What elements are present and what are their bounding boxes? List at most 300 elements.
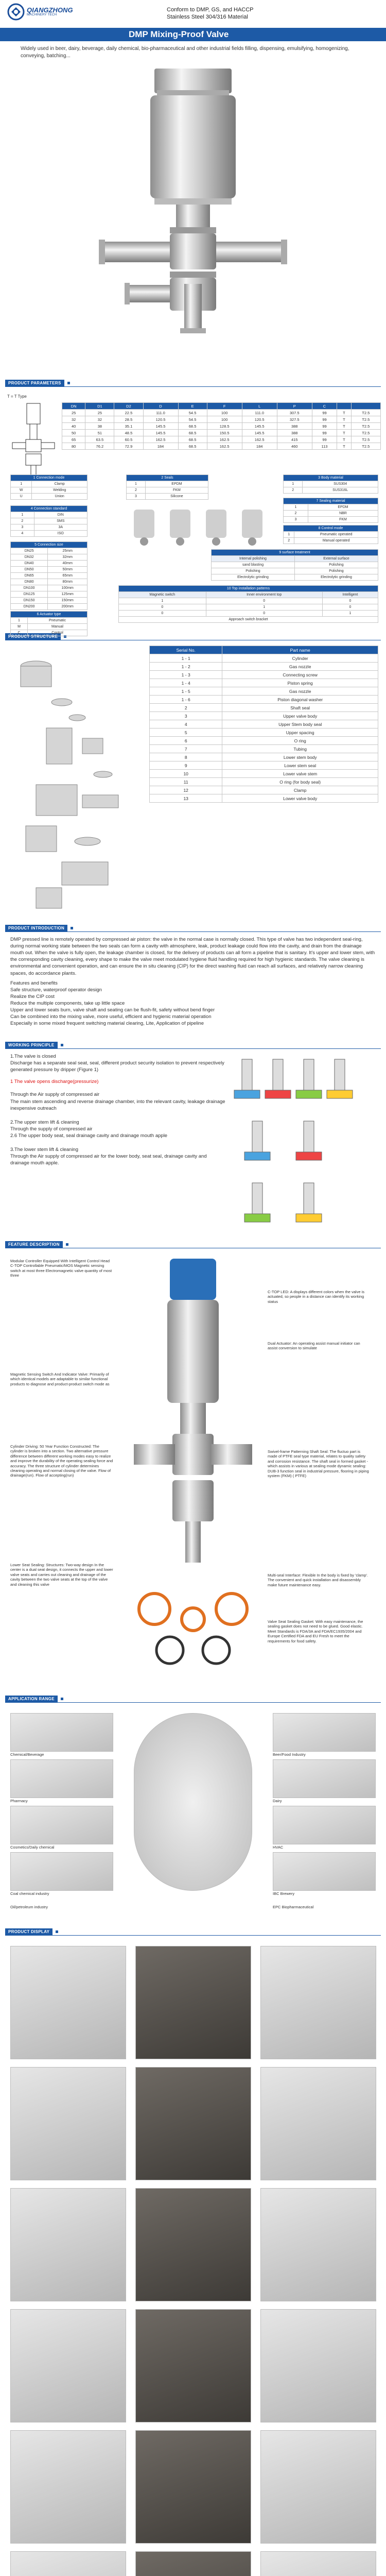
table-row bbox=[212, 568, 378, 574]
parts-cell: 6 bbox=[150, 737, 222, 745]
option-cell: Manual operated bbox=[294, 538, 378, 544]
table-row bbox=[284, 504, 378, 511]
option-cell: Control bbox=[28, 630, 87, 636]
header-line: Conform to DMP, GS, and HACCP bbox=[167, 7, 254, 13]
table-row bbox=[150, 770, 378, 778]
option-cell: 1 bbox=[119, 598, 206, 604]
table-row bbox=[11, 604, 87, 610]
dim-header: P bbox=[277, 403, 312, 410]
p3: Through the supply of compressed air bbox=[10, 1126, 93, 1132]
logo-icon bbox=[7, 3, 25, 21]
parts-cell: 3 bbox=[150, 712, 222, 720]
surf-title: 9 surface treatment bbox=[212, 550, 378, 556]
application-block bbox=[0, 1703, 386, 1924]
application-photo bbox=[10, 1852, 113, 1891]
product-photo bbox=[10, 2067, 126, 2180]
table-row bbox=[62, 443, 381, 450]
application-photo bbox=[10, 1713, 113, 1752]
table-row bbox=[11, 624, 87, 630]
option-cell: Polishing bbox=[212, 568, 295, 574]
dim-cell: 162.5 bbox=[207, 436, 242, 443]
table-row bbox=[11, 518, 87, 524]
feature-7: Lower Seat Sealing: Structures: Two-way design In the center is a dual seat design, it connects the upper and lower valve seats and carries out cleaning and drainage of the cavity between the two valve seats at the top of the valve and cleaning this valve bbox=[10, 1563, 113, 1587]
dim-cell: T bbox=[337, 423, 351, 430]
product-photo bbox=[135, 2188, 251, 2301]
option-cell: U bbox=[11, 494, 32, 500]
dim-cell: 145.5 bbox=[143, 423, 178, 430]
option-cell: 3A bbox=[34, 524, 87, 531]
parts-cell: Piston diagonal washer bbox=[222, 696, 378, 704]
dim-cell: 388 bbox=[277, 423, 312, 430]
parts-cell: 10 bbox=[150, 770, 222, 778]
parts-cell: 5 bbox=[150, 728, 222, 737]
dim-cell: T bbox=[337, 410, 351, 416]
parts-cell: Piston spring bbox=[222, 679, 378, 687]
feature-6: Swivel-frame Patterning Shaft Seal: The fluctuo part is made of PTFE seal type material, relates to quality safety and corrosion resistance. The shaft seal in formed gasket - which assists in various at sealing mode dynamic sealing: DUB-3 function seal in industrial pressure, flooring in piping system (FKM) ( PTFE) bbox=[268, 1449, 369, 1478]
p1-title: 1.The valve is closed bbox=[10, 1054, 56, 1059]
surf-table bbox=[211, 549, 378, 581]
option-cell: DIN bbox=[34, 512, 87, 518]
table-row bbox=[11, 481, 87, 487]
dim-cell: 184 bbox=[242, 443, 277, 450]
option-cell: DN125 bbox=[11, 591, 48, 598]
dim-cell: 100 bbox=[207, 416, 242, 423]
parts-cell: Lower valve body bbox=[222, 794, 378, 803]
option-cell: DN50 bbox=[11, 567, 48, 573]
option-cell: FKM bbox=[145, 487, 208, 494]
option-cell: Pneumatic bbox=[28, 618, 87, 624]
application-heading bbox=[5, 1691, 381, 1703]
option-cell: 0 bbox=[119, 604, 206, 611]
dim-header: DN bbox=[62, 403, 85, 410]
table-row bbox=[150, 745, 378, 753]
dim-header: L bbox=[242, 403, 277, 410]
dim-cell: 32 bbox=[85, 416, 114, 423]
dim-header: D2 bbox=[114, 403, 143, 410]
display-block bbox=[0, 1936, 386, 2576]
dim-cell: 76.2 bbox=[85, 443, 114, 450]
option-cell: FKM bbox=[308, 517, 378, 523]
dim-cell: 32 bbox=[62, 416, 85, 423]
table-row bbox=[119, 598, 378, 604]
table-row bbox=[11, 585, 87, 591]
dim-header: C bbox=[312, 403, 337, 410]
dim-header: D bbox=[143, 403, 178, 410]
dim-cell: 40 bbox=[62, 423, 85, 430]
table-row bbox=[150, 663, 378, 671]
dim-cell: 54.5 bbox=[178, 416, 207, 423]
option-cell: SMS bbox=[34, 518, 87, 524]
header-line: Stainless Steel 304/316 Material bbox=[167, 14, 248, 21]
option-cell: DN200 bbox=[11, 604, 48, 610]
option-cell: 2 bbox=[284, 511, 308, 517]
table-row bbox=[284, 511, 378, 517]
feature-item: Realize the CIP cost bbox=[10, 993, 55, 999]
app-label: HVAC bbox=[273, 1845, 284, 1850]
dim-cell: 68.5 bbox=[178, 436, 207, 443]
dim-cell: 327.5 bbox=[277, 416, 312, 423]
p1: Discharge has a separate seal seat, seal, different product security isolation to prevent respectively generated pressure by dripper (Figure 1) bbox=[10, 1060, 224, 1073]
switch-table bbox=[118, 585, 378, 623]
feature-5: Cylinder Driving: 50 Year Function Constructed: The cylinder is broken into a section. Two alternative pressure difference between different working modes easy to realize and improve the durability of the operating sealing force and accuracy. The three structure of cylinder determines cleaning operating and normal closing of the valve. Flow of drainage(run). Flow of accepting(run) bbox=[10, 1444, 113, 1478]
dim-cell: 128.5 bbox=[207, 423, 242, 430]
dim-cell: 48.5 bbox=[114, 430, 143, 436]
principle-heading bbox=[5, 1038, 381, 1049]
dim-cell: 120.5 bbox=[242, 416, 277, 423]
dim-header: D1 bbox=[85, 403, 114, 410]
table-row bbox=[150, 753, 378, 761]
option-cell: 40mm bbox=[48, 561, 87, 567]
dim-cell: 460 bbox=[277, 443, 312, 450]
parts-cell: Connecting screw bbox=[222, 671, 378, 679]
table-row bbox=[11, 579, 87, 585]
page-title: DMP Mixing-Proof Valve bbox=[0, 28, 386, 41]
option-cell: 200mm bbox=[48, 604, 87, 610]
feature-9: Valve Seat Sealing Gasket: With easy maintenance, the sealing gasket does not need to be glued. Good elastic. Meet Standards is FDA/3A and FDA/EC1935/2004 and Europe Certified FDA and EU Fresh to meet the requirements for food safety. bbox=[268, 1619, 363, 1643]
product-photo bbox=[260, 2430, 376, 2544]
table-row bbox=[11, 630, 87, 636]
feature-2: C-TOP LED: A displays different colors when the valve is actuated, so people in a distance can identify its working status bbox=[268, 1290, 365, 1304]
parts-cell: O ring bbox=[222, 737, 378, 745]
application-photo bbox=[273, 1713, 376, 1752]
dim-cell: 100 bbox=[207, 410, 242, 416]
dim-cell: T2.5 bbox=[351, 423, 380, 430]
application-center-photo bbox=[134, 1713, 252, 1891]
option-cell: 3 bbox=[127, 494, 146, 500]
size-table bbox=[10, 541, 87, 610]
surf-header: External surface bbox=[295, 556, 378, 562]
dim-cell: T bbox=[337, 443, 351, 450]
parts-cell: 1 - 5 bbox=[150, 687, 222, 696]
dim-cell: 111.0 bbox=[143, 410, 178, 416]
parts-cell: 1 - 6 bbox=[150, 696, 222, 704]
head-title: 6 Actuator type bbox=[11, 612, 87, 618]
option-cell: Welding bbox=[32, 487, 87, 494]
dim-cell: T bbox=[337, 436, 351, 443]
parts-table bbox=[149, 646, 378, 803]
dim-cell: 99 bbox=[312, 423, 337, 430]
std-table bbox=[10, 505, 87, 537]
app-label: EPC Biopharmaceutical bbox=[273, 1905, 314, 1909]
principle-heading-label: WORKING PRINCIPLE bbox=[5, 1042, 58, 1048]
parts-cell: Tubing bbox=[222, 745, 378, 753]
table-row bbox=[150, 720, 378, 728]
table-row bbox=[11, 618, 87, 624]
intro-text: Widely used in beer, dairy, beverage, daily chemical, bio-pharmaceutical and other industrial fields filling, dispensing, emulsifying, homogenizing, conveying, batching... bbox=[21, 46, 349, 59]
table-row bbox=[150, 687, 378, 696]
product-photo bbox=[260, 2551, 376, 2576]
hero-image bbox=[0, 63, 386, 352]
mat-title: 3 Body material bbox=[284, 475, 378, 481]
table-row bbox=[11, 487, 87, 494]
table-row bbox=[212, 574, 378, 581]
feature-item: Safe structure, waterproof operator design bbox=[10, 987, 102, 993]
table-row bbox=[127, 487, 208, 494]
option-cell: DN32 bbox=[11, 554, 48, 561]
dim-cell: 162.5 bbox=[242, 436, 277, 443]
app-label: Beer/Food Industry bbox=[273, 1752, 306, 1757]
feature-8: Multi-seal Interface: Flexible In the body is fixed by 'clamp'. The convenient and quick installation and disassembly make future maintenance easy. bbox=[268, 1573, 369, 1587]
dim-cell: T bbox=[337, 430, 351, 436]
params-heading-label: PRODUCT PARAMETERS bbox=[5, 380, 64, 386]
product-photo bbox=[260, 1946, 376, 2059]
parts-cell: 1 - 1 bbox=[150, 654, 222, 663]
product-photo bbox=[135, 2067, 251, 2180]
option-cell: C bbox=[11, 630, 28, 636]
table-row bbox=[11, 567, 87, 573]
option-cell: 0 bbox=[119, 611, 206, 617]
ctrl-table bbox=[283, 498, 378, 523]
dim-cell: 145.5 bbox=[242, 423, 277, 430]
header-lines bbox=[167, 3, 254, 21]
option-cell: 50mm bbox=[48, 567, 87, 573]
logo bbox=[7, 3, 84, 21]
product-photo bbox=[10, 2188, 126, 2301]
intro-heading-label: PRODUCT INTRODUCTION bbox=[5, 925, 67, 931]
p2b: The main stem ascending and reverse drainage chamber, into the relevant cavity, leakage drainage inexpensive outreach bbox=[10, 1098, 225, 1111]
intro-heading bbox=[5, 921, 381, 932]
app-label: Pharmacy bbox=[10, 1799, 28, 1803]
option-cell: DN150 bbox=[11, 598, 48, 604]
table-row bbox=[150, 704, 378, 712]
principle-block bbox=[0, 1049, 386, 1237]
parts-cell: Gas nozzle bbox=[222, 663, 378, 671]
p3b: 2.6 The upper body seat, seal drainage cavity and drainage mouth apple bbox=[10, 1132, 168, 1139]
table-row bbox=[150, 786, 378, 794]
table-row bbox=[150, 794, 378, 803]
exploded-view-illustration bbox=[5, 646, 134, 913]
table-row bbox=[11, 524, 87, 531]
p2: Through the Air supply of compressed air bbox=[10, 1092, 100, 1098]
table-row bbox=[127, 481, 208, 487]
product-photo bbox=[135, 1946, 251, 2059]
application-heading-label: APPLICATION RANGE bbox=[5, 1696, 58, 1702]
app-label: Cosmetics/Daily chemical bbox=[10, 1845, 55, 1850]
option-cell: 1 bbox=[11, 618, 28, 624]
option-cell: 1 bbox=[322, 611, 378, 617]
table-row bbox=[150, 737, 378, 745]
type-label: T = T Type bbox=[7, 394, 27, 399]
table-row bbox=[11, 598, 87, 604]
table-row bbox=[119, 604, 378, 611]
dim-cell: T2.5 bbox=[351, 436, 380, 443]
surf-header: Internal polishing bbox=[212, 556, 295, 562]
product-photo bbox=[260, 2188, 376, 2301]
dim-cell: 145.5 bbox=[143, 430, 178, 436]
app-label: Chemical/Beverage bbox=[10, 1752, 44, 1757]
switch-title: 10 Top installation patterns bbox=[119, 586, 378, 592]
parts-cell: Upper spacing bbox=[222, 728, 378, 737]
table-row bbox=[284, 481, 378, 487]
parts-cell: 12 bbox=[150, 786, 222, 794]
table-row bbox=[11, 512, 87, 518]
parts-cell: Shaft seal bbox=[222, 704, 378, 712]
conn-table bbox=[10, 474, 87, 500]
application-photo bbox=[10, 1759, 113, 1798]
parts-cell: Gas nozzle bbox=[222, 687, 378, 696]
dim-cell: 99 bbox=[312, 430, 337, 436]
dim-cell: 150.5 bbox=[207, 430, 242, 436]
dimension-table bbox=[62, 402, 381, 450]
feature-3: Dual Actuator: An operating assist manual initiator can assist conversion to simulate bbox=[268, 1341, 360, 1351]
dim-cell: 184 bbox=[143, 443, 178, 450]
feature-block bbox=[0, 1248, 386, 1691]
parts-cell: Lower stem seal bbox=[222, 761, 378, 770]
ctrl-title: 7 Sealing material bbox=[284, 498, 378, 504]
option-cell: 3 bbox=[284, 517, 308, 523]
dim-cell: 68.5 bbox=[178, 443, 207, 450]
valve-drawing bbox=[10, 402, 57, 480]
parts-header: Serial No. bbox=[150, 646, 222, 654]
valve-hero-illustration bbox=[0, 63, 386, 352]
table-row bbox=[284, 487, 378, 494]
seal-table bbox=[126, 474, 208, 500]
product-photo bbox=[10, 2551, 126, 2576]
parts-cell: Clamp bbox=[222, 786, 378, 794]
feature-1: Modular Controller Equipped With Intelligent Control Head C-TOP Controllable Pneumatic/MOS Magnetic sensing switch at most three Electromagnetic valve quantity of most three bbox=[10, 1259, 112, 1278]
dim-header bbox=[337, 403, 351, 410]
option-cell: 1 bbox=[284, 532, 294, 538]
dim-cell: 51 bbox=[85, 430, 114, 436]
option-cell: Polishing bbox=[295, 568, 378, 574]
seal-title: 2 Seals bbox=[127, 475, 208, 481]
table-row bbox=[150, 728, 378, 737]
header bbox=[0, 0, 386, 28]
dim-cell: 25 bbox=[62, 410, 85, 416]
feature-valve-illustration bbox=[124, 1259, 262, 1681]
option-cell: EPDM bbox=[308, 504, 378, 511]
p3-title: 2.The upper stem lift & cleaning bbox=[10, 1119, 79, 1125]
option-cell: 3 bbox=[11, 524, 34, 531]
application-photo bbox=[273, 1759, 376, 1798]
params-block bbox=[0, 387, 386, 635]
option-cell: Union bbox=[32, 494, 87, 500]
feature-4: Magnetic Sensing Switch And Indicator Valve: Primarily of which identical models are adaptable to similar functional products to diagnose and product-product switch mode as bbox=[10, 1372, 110, 1386]
table-row bbox=[11, 548, 87, 554]
option-cell: 1 bbox=[11, 512, 34, 518]
parts-cell: Cylinder bbox=[222, 654, 378, 663]
option-cell: 1 bbox=[127, 481, 146, 487]
option-cell: Clamp bbox=[32, 481, 87, 487]
table-row bbox=[62, 410, 381, 416]
parts-cell: 1 - 3 bbox=[150, 671, 222, 679]
act-title: 8 Control mode bbox=[284, 526, 378, 532]
option-cell: NBR bbox=[308, 511, 378, 517]
actuator-heads-illustration bbox=[129, 505, 278, 547]
feature-item: Upper and lower seats burn, valve shaft and seating can be flush-fit, safety without bend finger bbox=[10, 1007, 215, 1013]
head-table bbox=[10, 611, 87, 636]
option-cell: DN65 bbox=[11, 573, 48, 579]
app-label: Oil/petroleum industry bbox=[10, 1905, 48, 1909]
switch-header: Inner environment top bbox=[206, 592, 322, 598]
dim-cell: 25 bbox=[85, 410, 114, 416]
option-cell: Polishing bbox=[295, 562, 378, 568]
table-row bbox=[150, 679, 378, 687]
parts-cell: Lower stem body bbox=[222, 753, 378, 761]
switch-note2: Intelligent bbox=[322, 592, 378, 598]
table-row bbox=[119, 611, 378, 617]
logo-subname: MACHINERY TECH bbox=[27, 13, 57, 17]
logo-name: QIANGZHONG bbox=[27, 6, 73, 14]
dim-cell: 162.5 bbox=[143, 436, 178, 443]
parts-cell: 2 bbox=[150, 704, 222, 712]
dim-header bbox=[351, 403, 380, 410]
product-photo bbox=[10, 2309, 126, 2422]
parts-cell: O ring (for body seal) bbox=[222, 778, 378, 786]
option-cell: ISO bbox=[34, 531, 87, 537]
size-title: 5 Connection size bbox=[11, 542, 87, 548]
parts-cell: 1 - 4 bbox=[150, 679, 222, 687]
switch-note: Approach switch bracket bbox=[119, 617, 378, 623]
principle-diagrams bbox=[232, 1054, 381, 1229]
dim-header: E bbox=[178, 403, 207, 410]
table-row bbox=[284, 517, 378, 523]
dim-cell: T2.5 bbox=[351, 430, 380, 436]
dim-cell: 28.5 bbox=[114, 416, 143, 423]
table-row bbox=[150, 712, 378, 720]
mat-table bbox=[283, 474, 378, 494]
option-cell: SUS304 bbox=[303, 481, 378, 487]
principle-text bbox=[10, 1053, 226, 1166]
dim-cell: 38 bbox=[85, 423, 114, 430]
dim-cell: 68.5 bbox=[178, 430, 207, 436]
parts-cell: 13 bbox=[150, 794, 222, 803]
parts-cell: 8 bbox=[150, 753, 222, 761]
table-row bbox=[150, 696, 378, 704]
option-cell: 0 bbox=[322, 598, 378, 604]
parts-cell: 9 bbox=[150, 761, 222, 770]
dim-cell: T2.5 bbox=[351, 416, 380, 423]
product-photo bbox=[10, 1946, 126, 2059]
dim-cell: 50 bbox=[62, 430, 85, 436]
structure-heading-label: PRODUCT STRUCTURE bbox=[5, 633, 61, 640]
feature-heading-label: FEATURE DESCRIPTION bbox=[5, 1241, 63, 1248]
table-row bbox=[284, 532, 378, 538]
option-cell: M bbox=[11, 624, 28, 630]
option-cell: DN80 bbox=[11, 579, 48, 585]
product-photo bbox=[135, 2430, 251, 2544]
option-cell: 2 bbox=[11, 518, 34, 524]
option-cell: 4 bbox=[11, 531, 34, 537]
app-label: Coal chemical industry bbox=[10, 1891, 49, 1896]
dim-cell: 145.5 bbox=[242, 430, 277, 436]
dim-cell: T2.5 bbox=[351, 410, 380, 416]
std-title: 4 Connection standard bbox=[11, 506, 87, 512]
app-label: IBC Brewery bbox=[273, 1891, 295, 1896]
product-photo bbox=[135, 2551, 251, 2576]
table-row bbox=[62, 430, 381, 436]
parts-cell: Upper Stem body seal bbox=[222, 720, 378, 728]
option-cell: DN25 bbox=[11, 548, 48, 554]
dim-cell: 99 bbox=[312, 416, 337, 423]
dim-cell: 68.5 bbox=[178, 423, 207, 430]
dim-cell: 99 bbox=[312, 410, 337, 416]
option-cell: 125mm bbox=[48, 591, 87, 598]
table-row bbox=[150, 761, 378, 770]
feature-item: Can be combined into the mixing valve, more useful, efficient and hygienic material operation bbox=[10, 1014, 212, 1020]
application-photo bbox=[10, 1806, 113, 1844]
table-row bbox=[11, 573, 87, 579]
feature-item: Reduce the multiple components, take up little space bbox=[10, 1000, 125, 1006]
option-cell: 2 bbox=[284, 538, 294, 544]
table-row bbox=[11, 494, 87, 500]
dim-cell: 63.5 bbox=[85, 436, 114, 443]
parts-cell: 1 - 2 bbox=[150, 663, 222, 671]
table-row bbox=[11, 554, 87, 561]
application-photo bbox=[273, 1852, 376, 1891]
dim-cell: 35.1 bbox=[114, 423, 143, 430]
option-cell: 80mm bbox=[48, 579, 87, 585]
